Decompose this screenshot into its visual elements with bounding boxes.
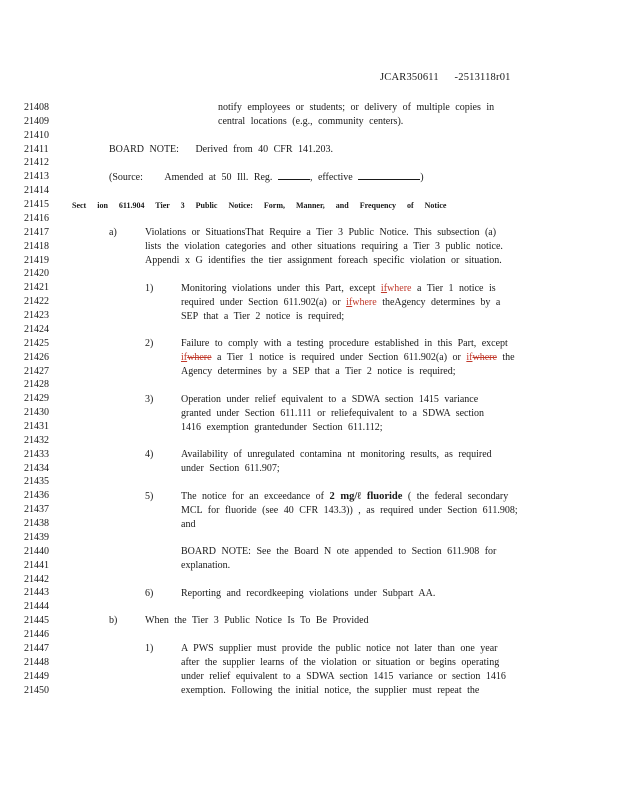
text-line-21409: central locations (e.g., community centers). <box>218 116 404 127</box>
line-number: 21437 <box>24 504 49 516</box>
deleted-text: where <box>387 283 412 294</box>
text-line-21437: MCL for fluoride (see 40 CFR 143.3)) , as required under Section 611.908; <box>181 505 518 516</box>
register-blank <box>278 170 310 180</box>
line-number: 21408 <box>24 102 49 113</box>
page-header <box>380 72 511 83</box>
doc-id: JCAR350611 <box>380 72 439 83</box>
line-number: 21434 <box>24 462 49 474</box>
text-line-21425: Failure to comply with a testing procedure established in this Part, except <box>181 338 508 349</box>
inserted-text: if <box>181 352 188 363</box>
text-line-21445: When the Tier 3 Public Notice Is To Be Provided <box>145 615 369 626</box>
inserted-text: if <box>346 297 353 308</box>
item-3-label: 3) <box>145 394 154 405</box>
fluoride-emphasis: 2 mg/ℓ fluoride <box>329 491 403 502</box>
text-line-21429: Operation under relief equivalent to a SDWA section 1415 variance <box>181 394 479 405</box>
line-number: 21413 <box>24 171 49 183</box>
line-number: 21419 <box>24 254 49 266</box>
text-line-21430: granted under Section 611.111 or reliefequivalent to a SDWA section <box>181 408 485 419</box>
line-number: 21418 <box>24 240 49 252</box>
line-number: 21442 <box>24 573 49 585</box>
line-number: 21438 <box>24 518 49 530</box>
item-2-label: 2) <box>145 338 154 349</box>
subsection-b-label: b) <box>109 615 118 626</box>
text-line-21433: Availability of unregulated contamina nt monitoring results, as required <box>181 449 492 460</box>
text-line-21447: A PWS supplier must provide the public notice not later than one year <box>181 643 498 654</box>
line-number: 21435 <box>24 476 49 488</box>
inserted-text: if <box>466 352 473 363</box>
text-segment: The notice for an exceedance of <box>181 491 324 502</box>
source-amended: Amended at 50 Ill. Reg. <box>164 172 273 183</box>
line-number: 21423 <box>24 310 49 322</box>
line-number: 21432 <box>24 434 49 446</box>
board-note-line <box>109 143 333 157</box>
text-line-21418: lists the violation categories and other situations requiring a Tier 3 public notice. <box>145 241 503 252</box>
item-5-label: 5) <box>145 491 154 502</box>
line-number: 21447 <box>24 642 49 654</box>
text-segment: a Tier 1 notice is <box>416 283 496 294</box>
text-line-21450: exemption. Following the initial notice, the supplier must repeat the <box>181 685 480 696</box>
text-line-21449: under relief equivalent to a SDWA section 1415 variance or section 1416 <box>181 671 506 682</box>
item-b1-label: 1) <box>145 643 154 654</box>
board-note-text: Derived from 40 CFR 141.203. <box>195 144 333 155</box>
source-label: (Source: <box>109 172 143 183</box>
item-1-label: 1) <box>145 283 154 294</box>
line-number: 21446 <box>24 629 49 641</box>
source-close-paren: ) <box>420 172 424 183</box>
section-heading: Sect ion 611.904 Tier 3 Public Notice: Form, Manner, and Frequency of Notice <box>72 201 447 210</box>
deleted-text: where <box>352 297 377 308</box>
text-segment: required under Section 611.902(a) or <box>181 297 341 308</box>
text-line-21417: Violations or SituationsThat Require a Tier 3 Public Notice. This subsection (a) <box>145 227 497 238</box>
text-line-21440: BOARD NOTE: See the Board N ote appended to Section 611.908 for <box>181 546 497 557</box>
line-number: 21445 <box>24 615 49 627</box>
text-line-21423: SEP that a Tier 2 notice is required; <box>181 311 345 322</box>
text-line-21438: and <box>181 519 196 530</box>
line-number: 21450 <box>24 684 49 696</box>
line-number: 21439 <box>24 531 49 543</box>
text-line-21426 <box>181 351 515 365</box>
line-number: 21411 <box>24 143 49 155</box>
subsection-a-label: a) <box>109 227 117 238</box>
line-number: 21420 <box>24 268 49 280</box>
text-line-21448: after the supplier learns of the violation or situation or begins operating <box>181 657 500 668</box>
text-segment: Monitoring violations under this Part, except <box>181 283 376 294</box>
line-number: 21427 <box>24 365 49 377</box>
line-number: 21421 <box>24 282 49 294</box>
line-number: 21431 <box>24 421 49 432</box>
source-line <box>109 170 424 185</box>
source-effective: , effective <box>309 172 353 183</box>
text-line-21443: Reporting and recordkeeping violations under Subpart AA. <box>181 588 436 599</box>
line-number: 21441 <box>24 559 49 571</box>
line-number: 21424 <box>24 323 49 335</box>
line-number: 21412 <box>24 157 49 169</box>
text-line-21431: 1416 exemption grantedunder Section 611.112; <box>181 422 383 433</box>
line-number: 21417 <box>24 226 49 238</box>
line-number: 21410 <box>24 129 49 141</box>
line-number: 21433 <box>24 448 49 460</box>
text-segment: the <box>502 352 515 363</box>
item-4-label: 4) <box>145 449 154 460</box>
line-number: 21443 <box>24 587 49 599</box>
line-number: 21436 <box>24 490 49 502</box>
text-line-21421 <box>181 282 496 296</box>
text-segment: ( the federal secondary <box>407 491 509 502</box>
text-line-21419: Appendi x G identifies the tier assignment foreach specific violation or situation. <box>145 255 502 266</box>
line-number: 21429 <box>24 393 49 405</box>
item-6-label: 6) <box>145 588 154 599</box>
effective-date-blank <box>358 170 420 180</box>
text-line-21441: explanation. <box>181 560 231 571</box>
text-line-21422 <box>181 296 500 310</box>
line-number: 21440 <box>24 545 49 557</box>
doc-revision: -2513118r01 <box>454 72 511 83</box>
line-number: 21425 <box>24 337 49 349</box>
text-line-21427: Agency determines by a SEP that a Tier 2 notice is required; <box>181 366 456 377</box>
board-note-label: BOARD NOTE: <box>109 144 179 155</box>
line-number: 21409 <box>24 115 49 127</box>
text-segment: a Tier 1 notice is required under Section 611.902(a) or <box>217 352 461 363</box>
text-line-21436 <box>181 490 508 504</box>
line-number: 21428 <box>24 379 49 391</box>
line-number: 21430 <box>24 407 49 419</box>
inserted-text: if <box>380 283 388 294</box>
line-number: 21444 <box>24 601 49 613</box>
line-number: 21416 <box>24 212 49 224</box>
text-line-21434: under Section 611.907; <box>181 463 280 474</box>
text-segment: theAgency determines by a <box>382 297 501 308</box>
line-number: 21449 <box>24 670 49 682</box>
deleted-text: where <box>187 352 212 363</box>
line-number: 21414 <box>24 185 49 197</box>
line-number: 21422 <box>24 296 49 308</box>
line-number: 21426 <box>24 351 49 363</box>
text-line-21408: notify employees or students; or delivery of multiple copies in <box>218 102 495 113</box>
deleted-text: where <box>472 352 497 363</box>
line-number: 21415 <box>24 199 49 211</box>
line-number: 21448 <box>24 656 49 668</box>
